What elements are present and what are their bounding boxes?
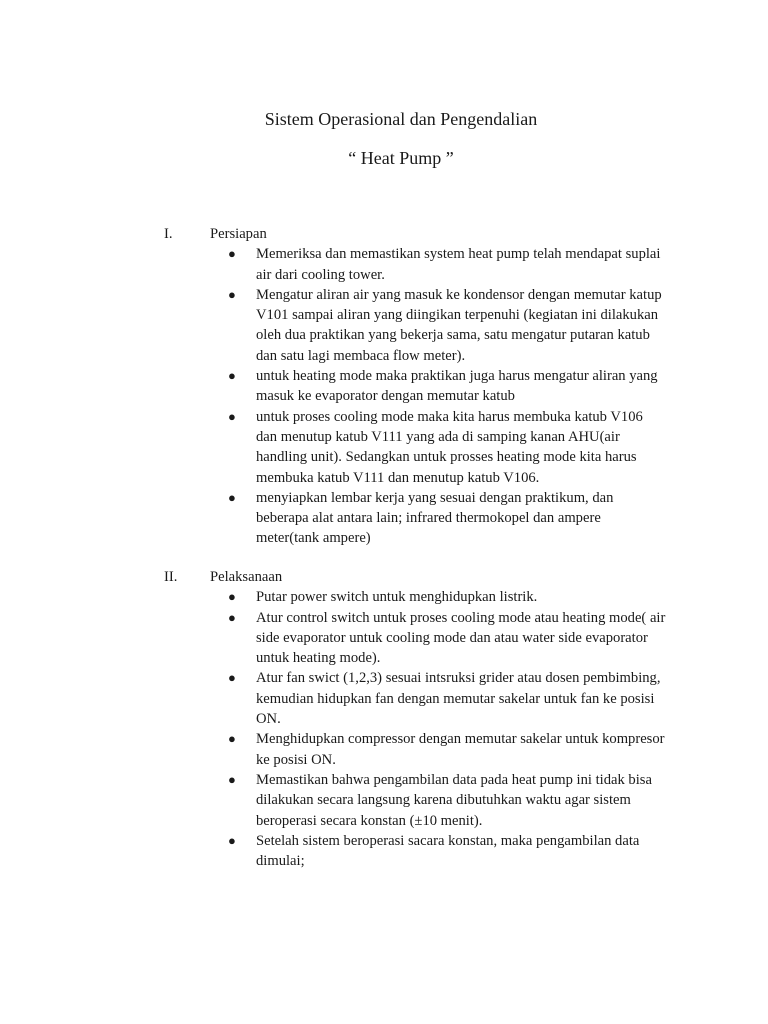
section-persiapan <box>0 224 768 549</box>
list-item <box>0 285 666 366</box>
section-pelaksanaan <box>0 567 768 871</box>
section-header <box>0 224 768 244</box>
list-item <box>0 608 666 669</box>
list-item-text: Memastikan bahwa pengambilan data pada heat pump ini tidak bisa dilakukan secara langsung karena dibutuhkan waktu agar sistem beroperasi secara konstan (±10 menit). <box>256 771 652 829</box>
section-heading: Persiapan <box>210 226 267 242</box>
section-number: I. <box>164 226 173 242</box>
list-item <box>0 407 666 488</box>
section-header <box>0 567 768 587</box>
list-item <box>0 770 666 831</box>
list-item <box>0 729 666 770</box>
list-item-text: Setelah sistem beroperasi sacara konstan, maka pengambilan data dimulai; <box>256 832 640 870</box>
bullet-icon: ● <box>228 609 236 625</box>
bullet-list <box>0 587 768 871</box>
bullet-icon: ● <box>228 408 236 424</box>
bullet-icon: ● <box>228 246 236 262</box>
list-item-text: Putar power switch untuk menghidupkan listrik. <box>256 589 538 606</box>
list-item-text: Atur fan swict (1,2,3) sesuai intsruksi grider atau dosen pembimbing, kemudian hidupkan fan dengan memutar sakelar untuk fan ke posisi ON. <box>256 670 661 728</box>
bullet-icon: ● <box>228 489 236 505</box>
list-item-text: Menghidupkan compressor dengan memutar sakelar untuk kompresor ke posisi ON. <box>256 731 665 768</box>
bullet-icon: ● <box>228 589 236 605</box>
list-item-text: Atur control switch untuk proses cooling mode atau heating mode( air side evaporator untuk cooling mode dan atau water side evaporator untuk heating mode). <box>256 609 666 667</box>
list-item <box>0 244 666 285</box>
document-title: Sistem Operasional dan Pengendalian <box>264 109 538 129</box>
bullet-list <box>0 244 768 548</box>
list-item <box>0 488 666 549</box>
list-item-text: untuk proses cooling mode maka kita harus membuka katub V106 dan menutup katub V111 yang ada di samping kanan AHU(air handling unit). Sedangkan untuk prosses heating mode kita harus membuka katub V111 dan menutup katub V106. <box>256 408 643 486</box>
bullet-icon: ● <box>228 832 236 848</box>
list-item <box>0 831 666 872</box>
list-item-text: Memeriksa dan memastikan system heat pump telah mendapat suplai air dari cooling tower. <box>256 246 661 283</box>
bullet-icon: ● <box>228 771 236 787</box>
bullet-icon: ● <box>228 368 236 384</box>
list-item <box>0 366 666 407</box>
section-heading: Pelaksanaan <box>210 569 283 585</box>
list-item-text: menyiapkan lembar kerja yang sesuai dengan praktikum, dan beberapa alat antara lain; infrared thermokopel dan ampere meter(tank ampere) <box>256 489 614 547</box>
list-item <box>0 587 666 607</box>
bullet-icon: ● <box>228 286 236 302</box>
list-item-text: Mengatur aliran air yang masuk ke kondensor dengan memutar katup V101 sampai aliran yang diingikan terpenuhi (kegiatan ini dilakukan oleh dua praktikan yang bekerja sama, satu mengatur putaran katub dan satu lagi membaca flow meter). <box>256 286 662 364</box>
document-subtitle: “ Heat Pump ” <box>348 148 454 168</box>
list-item-text: untuk heating mode maka praktikan juga harus mengatur aliran yang masuk ke evaporator dengan memutar katub <box>256 368 658 405</box>
list-item <box>0 668 666 729</box>
bullet-icon: ● <box>228 670 236 686</box>
bullet-icon: ● <box>228 731 236 747</box>
section-number: II. <box>164 569 178 585</box>
